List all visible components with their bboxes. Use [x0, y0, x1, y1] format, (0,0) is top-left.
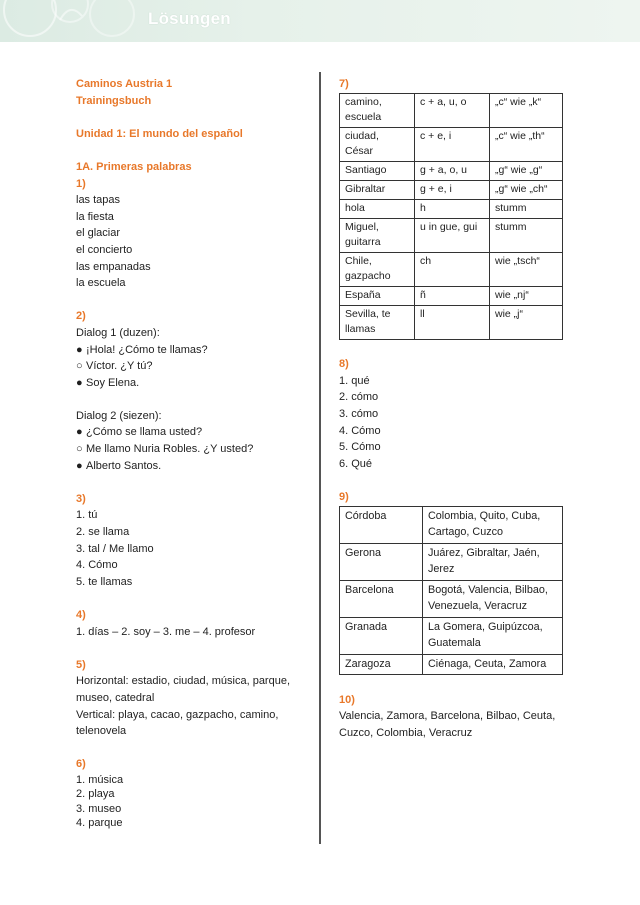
- hollow-bullet-icon: ○: [76, 360, 83, 373]
- list-item: las tapas: [76, 194, 121, 207]
- exercise-2-label: 2): [76, 310, 86, 323]
- table-cell: ll: [415, 305, 490, 339]
- list-item: 4. Cómo: [76, 559, 118, 572]
- table-cell: Juárez, Gibraltar, Jaén, Jerez: [423, 543, 563, 580]
- table-row: [340, 305, 563, 339]
- dialog-text: Me llamo Nuria Robles. ¿Y usted?: [86, 443, 254, 456]
- list-item: 1. música: [76, 773, 124, 786]
- list-item: 2. cómo: [339, 391, 379, 404]
- page-header: [0, 0, 640, 42]
- filled-bullet-icon: ●: [76, 426, 83, 439]
- table-row: [340, 543, 563, 580]
- list-item: 1. qué: [339, 374, 370, 387]
- table-cell: g + a, o, u: [415, 161, 490, 180]
- exercise-8-label: 8): [339, 358, 349, 371]
- table-cell: Sevilla, te llamas: [340, 305, 415, 339]
- table-cell: Barcelona: [340, 580, 423, 617]
- list-item: 2. playa: [76, 788, 115, 801]
- exercise-3-label: 3): [76, 492, 86, 505]
- exercise-4-answer: 1. días – 2. soy – 3. me – 4. profesor: [76, 625, 256, 638]
- page-title: Lösungen: [148, 9, 231, 28]
- dialog-text: Soy Elena.: [86, 376, 140, 389]
- table-row: [340, 127, 563, 161]
- right-column: [339, 76, 569, 741]
- list-item: 4. parque: [76, 817, 123, 830]
- exercise-5-label: 5): [76, 658, 86, 671]
- exercise-1-answers: [76, 192, 301, 292]
- table-cell: Colombia, Quito, Cuba, Cartago, Cuzco: [423, 506, 563, 543]
- table-row: [340, 161, 563, 180]
- dialog-line: [76, 441, 301, 458]
- table-cell: Miguel, guitarra: [340, 218, 415, 252]
- list-item: las empanadas: [76, 260, 151, 273]
- list-item: 5. Cómo: [339, 441, 381, 454]
- table-cell: La Gomera, Guipúzcoa, Guatemala: [423, 617, 563, 654]
- list-item: 4. Cómo: [339, 424, 381, 437]
- dialog-text: ¡Hola! ¿Cómo te llamas?: [86, 343, 208, 356]
- list-item: 5. te llamas: [76, 575, 133, 588]
- table-cell: „g“ wie „g“: [490, 161, 563, 180]
- table-cell: wie „nj“: [490, 286, 563, 305]
- exercise-7-label: 7): [339, 78, 349, 90]
- table-cell: Ciénaga, Ceuta, Zamora: [423, 654, 563, 675]
- table-cell: Bogotá, Valencia, Bilbao, Venezuela, Veracruz: [423, 580, 563, 617]
- table-cell: Gibraltar: [340, 180, 415, 199]
- dialog-text: Alberto Santos.: [86, 459, 162, 472]
- unit-heading: Unidad 1: El mundo del español: [76, 127, 243, 140]
- exercise-10-label: 10): [339, 693, 355, 706]
- table-row: [340, 506, 563, 543]
- table-cell: h: [415, 199, 490, 218]
- table-row: [340, 218, 563, 252]
- column-divider: [319, 72, 321, 844]
- hollow-bullet-icon: ○: [76, 443, 83, 456]
- decorative-swirl-icon: [0, 0, 150, 42]
- table-cell: c + e, i: [415, 127, 490, 161]
- table-cell: „c“ wie „k“: [490, 93, 563, 127]
- filled-bullet-icon: ●: [76, 343, 83, 356]
- list-item: 2. se llama: [76, 526, 130, 539]
- table-cell: „c“ wie „th“: [490, 127, 563, 161]
- table-cell: Gerona: [340, 543, 423, 580]
- table-cell: España: [340, 286, 415, 305]
- list-item: 3. museo: [76, 802, 122, 815]
- dialog-text: Víctor. ¿Y tú?: [86, 360, 153, 373]
- dialog-line: [76, 458, 301, 475]
- table-row: [340, 93, 563, 127]
- list-item: la escuela: [76, 277, 126, 290]
- table-row: [340, 286, 563, 305]
- table-row: [340, 199, 563, 218]
- exercise-9-label: 9): [339, 490, 349, 503]
- dialog-line: [76, 342, 301, 359]
- table-cell: u in gue, gui: [415, 218, 490, 252]
- table-cell: g + e, i: [415, 180, 490, 199]
- table-cell: hola: [340, 199, 415, 218]
- table-cell: camino, escuela: [340, 93, 415, 127]
- pronunciation-table: [339, 93, 563, 340]
- filled-bullet-icon: ●: [76, 376, 83, 389]
- table-cell: c + a, u, o: [415, 93, 490, 127]
- exercise-1-label: 1): [76, 177, 86, 190]
- list-item: 3. cómo: [339, 407, 379, 420]
- list-item: 3. tal / Me llamo: [76, 542, 154, 555]
- table-cell: Chile, gazpacho: [340, 252, 415, 286]
- table-row: [340, 252, 563, 286]
- list-item: la fiesta: [76, 210, 114, 223]
- list-item: el glaciar: [76, 227, 121, 240]
- table-cell: stumm: [490, 218, 563, 252]
- table-row: [340, 580, 563, 617]
- dialog-2-title: Dialog 2 (siezen):: [76, 409, 162, 422]
- exercise-6-label: 6): [76, 758, 86, 771]
- dialog-line: [76, 375, 301, 392]
- exercise-5-vertical: Vertical: playa, cacao, gazpacho, camino, telenovela: [76, 708, 279, 738]
- table-row: [340, 617, 563, 654]
- table-cell: Córdoba: [340, 506, 423, 543]
- filled-bullet-icon: ●: [76, 459, 83, 472]
- dialog-line: [76, 358, 301, 375]
- exercise-10-answer: Valencia, Zamora, Barcelona, Bilbao, Ceuta, Cuzco, Colombia, Veracruz: [339, 710, 556, 739]
- table-row: [340, 180, 563, 199]
- table-cell: „g“ wie „ch“: [490, 180, 563, 199]
- table-cell: Zaragoza: [340, 654, 423, 675]
- table-cell: Granada: [340, 617, 423, 654]
- exercise-5-horizontal: Horizontal: estadio, ciudad, música, parque, museo, catedral: [76, 675, 291, 704]
- table-cell: wie „tsch“: [490, 252, 563, 286]
- table-cell: Santiago: [340, 161, 415, 180]
- table-cell: ch: [415, 252, 490, 286]
- section-heading: 1A. Primeras palabras: [76, 160, 192, 173]
- book-title: Caminos Austria 1: [76, 78, 173, 90]
- exercise-4-label: 4): [76, 609, 86, 621]
- dialog-1-title: Dialog 1 (duzen):: [76, 326, 160, 339]
- book-subtitle: Trainingsbuch: [76, 94, 152, 107]
- dialog-line: [76, 424, 301, 441]
- dialog-text: ¿Cómo se llama usted?: [86, 426, 203, 439]
- list-item: 1. tú: [76, 509, 98, 522]
- table-row: [340, 654, 563, 675]
- table-cell: wie „j“: [490, 305, 563, 339]
- left-column: [76, 76, 301, 831]
- cities-table: [339, 506, 563, 676]
- table-cell: ciudad, César: [340, 127, 415, 161]
- list-item: el concierto: [76, 243, 133, 256]
- table-cell: stumm: [490, 199, 563, 218]
- table-cell: ñ: [415, 286, 490, 305]
- list-item: 6. Qué: [339, 457, 373, 470]
